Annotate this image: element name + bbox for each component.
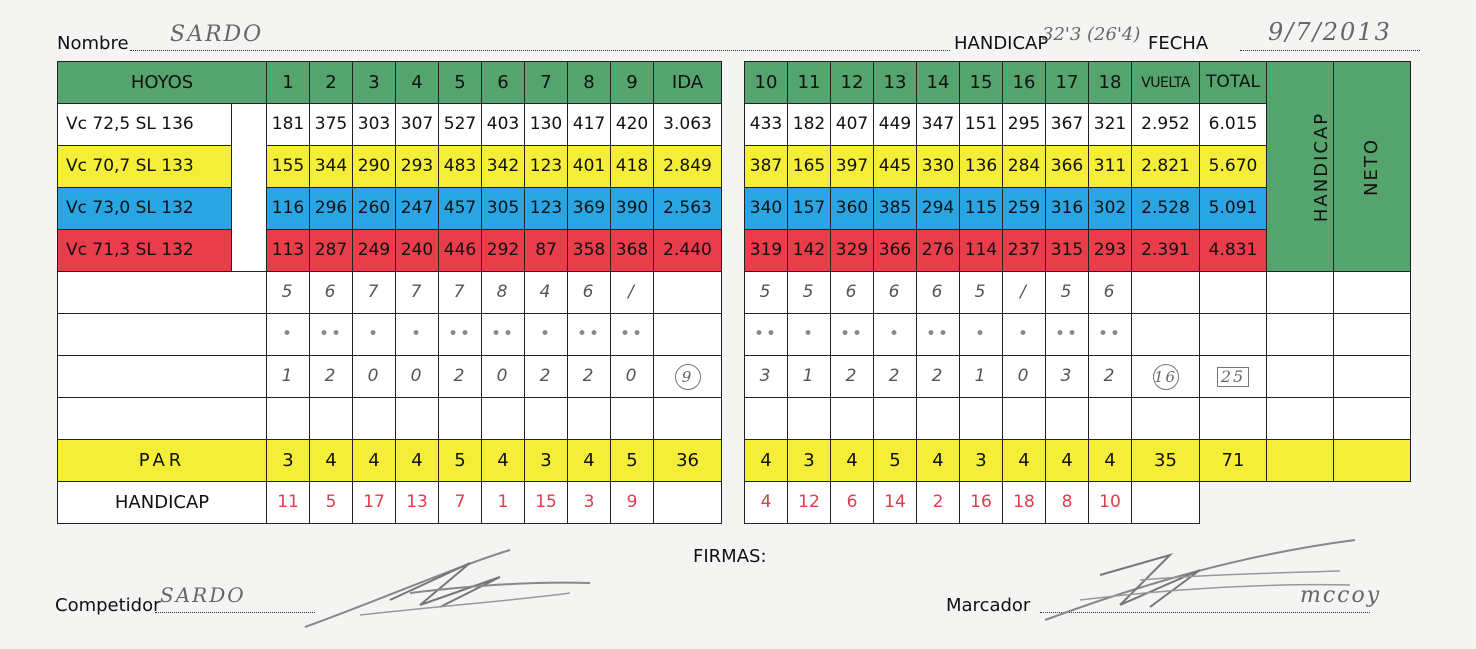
points-cell[interactable]: 2 <box>917 356 960 398</box>
par-cell: 4 <box>482 440 525 482</box>
distance-cell: 433 <box>745 104 788 146</box>
grand-total: 5.091 <box>1200 188 1267 230</box>
distance-cell: 316 <box>1046 188 1089 230</box>
hole-handicap-row <box>745 482 1411 524</box>
vuelta-label: VUELTA <box>1132 62 1200 104</box>
distance-cell: 116 <box>267 188 310 230</box>
distance-cell: 358 <box>568 230 611 272</box>
hcp-cell: 4 <box>745 482 788 524</box>
distance-cell: 360 <box>831 188 874 230</box>
empty-cell[interactable] <box>831 398 874 440</box>
putts-cell[interactable]: • <box>874 314 917 356</box>
putts-cell[interactable]: • <box>788 314 831 356</box>
score-cell[interactable]: 7 <box>353 272 396 314</box>
distance-cell: 387 <box>745 146 788 188</box>
distance-cell: 260 <box>353 188 396 230</box>
points-row <box>745 356 1411 398</box>
tee-row-blue <box>58 188 722 230</box>
neto-cell[interactable] <box>1334 356 1411 398</box>
hcp-cell: 15 <box>525 482 568 524</box>
putts-cell[interactable]: • <box>960 314 1003 356</box>
distance-cell: 342 <box>482 146 525 188</box>
distance-cell: 311 <box>1089 146 1132 188</box>
empty-cell[interactable] <box>1046 398 1089 440</box>
empty-cell[interactable] <box>745 398 788 440</box>
points-cell[interactable]: 2 <box>525 356 568 398</box>
ida-total: 2.849 <box>654 146 722 188</box>
par-cell: 3 <box>788 440 831 482</box>
par-ida-total: 36 <box>654 440 722 482</box>
competidor-underline <box>155 612 315 613</box>
par-cell: 4 <box>568 440 611 482</box>
hcp-cell: 17 <box>353 482 396 524</box>
empty-cell[interactable] <box>525 398 568 440</box>
par-label: PAR <box>58 440 267 482</box>
neto-cell[interactable] <box>1334 314 1411 356</box>
back-nine-table <box>744 61 1411 524</box>
hcp-blank-area <box>1200 482 1411 524</box>
hcp-cell: 3 <box>568 482 611 524</box>
empty-cell[interactable] <box>654 398 722 440</box>
points-cell[interactable]: 0 <box>353 356 396 398</box>
hole-number: 5 <box>439 62 482 104</box>
handicap-label: HANDICAP <box>954 33 1049 54</box>
distance-cell: 123 <box>525 146 568 188</box>
ida-total: 2.440 <box>654 230 722 272</box>
distance-cell: 445 <box>874 146 917 188</box>
hole-number: 2 <box>310 62 353 104</box>
front-nine-table <box>57 61 722 524</box>
distance-cell: 292 <box>482 230 525 272</box>
hole-number: 1 <box>267 62 310 104</box>
distance-cell: 293 <box>396 146 439 188</box>
hcp-label: HANDICAP <box>58 482 267 524</box>
fecha-underline <box>1240 50 1420 51</box>
points-grand-total[interactable] <box>1200 356 1267 398</box>
par-grand-total: 71 <box>1200 440 1267 482</box>
points-cell[interactable]: 0 <box>396 356 439 398</box>
distance-cell: 319 <box>745 230 788 272</box>
score-cell[interactable]: 7 <box>439 272 482 314</box>
neto-cell[interactable] <box>1334 398 1411 440</box>
distance-cell: 276 <box>917 230 960 272</box>
ida-total: 3.063 <box>654 104 722 146</box>
par-cell: 3 <box>525 440 568 482</box>
par-cell: 4 <box>745 440 788 482</box>
grand-total: 4.831 <box>1200 230 1267 272</box>
empty-cell[interactable] <box>439 398 482 440</box>
points-cell[interactable]: 2 <box>310 356 353 398</box>
distance-cell: 449 <box>874 104 917 146</box>
empty-cell[interactable] <box>960 398 1003 440</box>
handicap-cell[interactable] <box>1267 398 1334 440</box>
distance-cell: 366 <box>874 230 917 272</box>
distance-cell: 385 <box>874 188 917 230</box>
par-cell: 4 <box>396 440 439 482</box>
distance-cell: 259 <box>1003 188 1046 230</box>
empty-cell[interactable] <box>568 398 611 440</box>
distance-cell: 483 <box>439 146 482 188</box>
empty-cell[interactable] <box>611 398 654 440</box>
putts-total[interactable] <box>1200 314 1267 356</box>
hcp-cell: 12 <box>788 482 831 524</box>
competidor-label: Competidor <box>55 595 161 616</box>
par-cell: 4 <box>353 440 396 482</box>
tee-label: Vc 71,3 SL 132 <box>58 230 232 272</box>
par-row <box>58 440 722 482</box>
row-label-empty <box>58 398 267 440</box>
distance-cell: 307 <box>396 104 439 146</box>
hole-number: 9 <box>611 62 654 104</box>
points-cell[interactable]: 1 <box>267 356 310 398</box>
hole-number: 3 <box>353 62 396 104</box>
handicap-cell[interactable] <box>1267 356 1334 398</box>
hole-number: 6 <box>482 62 525 104</box>
hcp-empty <box>1132 482 1200 524</box>
score-cell[interactable]: 5 <box>788 272 831 314</box>
grand-total: 6.015 <box>1200 104 1267 146</box>
distance-cell: 296 <box>310 188 353 230</box>
fecha-label: FECHA <box>1148 33 1209 54</box>
score-cell[interactable]: / <box>611 272 654 314</box>
distance-cell: 446 <box>439 230 482 272</box>
par-cell: 4 <box>1046 440 1089 482</box>
vuelta-total: 2.528 <box>1132 188 1200 230</box>
empty-cell[interactable] <box>1089 398 1132 440</box>
hole-number: 13 <box>874 62 917 104</box>
points-cell[interactable]: 1 <box>960 356 1003 398</box>
points-cell[interactable]: 2 <box>874 356 917 398</box>
handicap-value: 32'3 (26'4) <box>1042 24 1141 45</box>
distance-cell: 157 <box>788 188 831 230</box>
putts-cell[interactable]: •• <box>917 314 960 356</box>
score-cell[interactable]: / <box>1003 272 1046 314</box>
distance-cell: 457 <box>439 188 482 230</box>
hcp-cell: 16 <box>960 482 1003 524</box>
score-total[interactable] <box>654 272 722 314</box>
marcador-label: Marcador <box>946 595 1031 616</box>
holes-header-row <box>745 62 1411 104</box>
distance-cell: 367 <box>1046 104 1089 146</box>
score-cell[interactable]: 7 <box>396 272 439 314</box>
distance-cell: 115 <box>960 188 1003 230</box>
distance-cell: 375 <box>310 104 353 146</box>
putts-cell[interactable]: •• <box>1046 314 1089 356</box>
distance-cell: 344 <box>310 146 353 188</box>
distance-cell: 290 <box>353 146 396 188</box>
par-cell: 3 <box>960 440 1003 482</box>
score-cell[interactable]: 6 <box>874 272 917 314</box>
empty-cell[interactable] <box>1003 398 1046 440</box>
distance-cell: 284 <box>1003 146 1046 188</box>
tee-row-yellow <box>58 146 722 188</box>
empty-cell[interactable] <box>482 398 525 440</box>
score-cell[interactable]: 5 <box>960 272 1003 314</box>
distance-cell: 114 <box>960 230 1003 272</box>
hcp-cell: 9 <box>611 482 654 524</box>
distance-cell: 295 <box>1003 104 1046 146</box>
par-cell: 3 <box>267 440 310 482</box>
par-cell: 4 <box>1089 440 1132 482</box>
hcp-cell: 8 <box>1046 482 1089 524</box>
empty-cell[interactable] <box>1132 398 1200 440</box>
empty-cell[interactable] <box>396 398 439 440</box>
empty-cell[interactable] <box>267 398 310 440</box>
score-row <box>58 272 722 314</box>
putts-cell[interactable]: • <box>1003 314 1046 356</box>
nombre-underline <box>130 50 950 51</box>
putts-cell[interactable]: •• <box>568 314 611 356</box>
par-cell: 5 <box>611 440 654 482</box>
handicap-cell[interactable] <box>1267 272 1334 314</box>
competidor-name: SARDO <box>160 583 246 607</box>
hoyos-label: HOYOS <box>58 62 267 104</box>
distance-cell: 247 <box>396 188 439 230</box>
score-cell[interactable]: 5 <box>1046 272 1089 314</box>
fecha-value: 9/7/2013 <box>1268 18 1392 46</box>
tee-label: Vc 70,7 SL 133 <box>58 146 232 188</box>
empty-cell[interactable] <box>874 398 917 440</box>
putts-cell[interactable]: • <box>353 314 396 356</box>
firmas-label: FIRMAS: <box>693 546 767 567</box>
putts-cell[interactable]: • <box>267 314 310 356</box>
distance-cell: 305 <box>482 188 525 230</box>
holes-header-row <box>58 62 722 104</box>
hole-number: 15 <box>960 62 1003 104</box>
distance-cell: 136 <box>960 146 1003 188</box>
hcp-cell: 13 <box>396 482 439 524</box>
score-total[interactable] <box>1200 272 1267 314</box>
tee-row-red <box>58 230 722 272</box>
distance-cell: 397 <box>831 146 874 188</box>
hole-number: 7 <box>525 62 568 104</box>
par-cell: 5 <box>439 440 482 482</box>
hcp-cell: 6 <box>831 482 874 524</box>
par-vuelta-total: 35 <box>1132 440 1200 482</box>
score-cell[interactable]: 8 <box>482 272 525 314</box>
putts-cell[interactable]: •• <box>831 314 874 356</box>
tee-row-white <box>58 104 722 146</box>
hcp-cell: 7 <box>439 482 482 524</box>
distance-cell: 302 <box>1089 188 1132 230</box>
points-cell[interactable]: 2 <box>439 356 482 398</box>
hole-number: 8 <box>568 62 611 104</box>
distance-cell: 130 <box>525 104 568 146</box>
points-cell[interactable]: 2 <box>1089 356 1132 398</box>
distance-cell: 123 <box>525 188 568 230</box>
par-row <box>745 440 1411 482</box>
distance-cell: 155 <box>267 146 310 188</box>
score-cell[interactable]: 6 <box>917 272 960 314</box>
hcp-cell: 5 <box>310 482 353 524</box>
distance-cell: 527 <box>439 104 482 146</box>
putts-cell[interactable]: •• <box>439 314 482 356</box>
distance-cell: 340 <box>745 188 788 230</box>
empty-cell[interactable] <box>917 398 960 440</box>
distance-cell: 237 <box>1003 230 1046 272</box>
distance-cell: 303 <box>353 104 396 146</box>
points-cell[interactable]: 3 <box>1046 356 1089 398</box>
par-neto-empty <box>1334 440 1411 482</box>
hole-number: 11 <box>788 62 831 104</box>
distance-cell: 151 <box>960 104 1003 146</box>
distance-cell: 321 <box>1089 104 1132 146</box>
distance-cell: 401 <box>568 146 611 188</box>
score-cell[interactable]: 6 <box>310 272 353 314</box>
neto-column: NETO <box>1334 62 1411 272</box>
putts-vuelta[interactable] <box>1132 314 1200 356</box>
putts-row <box>745 314 1411 356</box>
distance-cell: 240 <box>396 230 439 272</box>
distance-cell: 347 <box>917 104 960 146</box>
par-cell: 4 <box>917 440 960 482</box>
hole-number: 12 <box>831 62 874 104</box>
score-cell[interactable]: 6 <box>831 272 874 314</box>
vuelta-total: 2.391 <box>1132 230 1200 272</box>
marcador-name: mccoy <box>1300 583 1382 608</box>
distance-cell: 390 <box>611 188 654 230</box>
vuelta-total: 2.821 <box>1132 146 1200 188</box>
hcp-cell: 2 <box>917 482 960 524</box>
hole-number: 18 <box>1089 62 1132 104</box>
distance-cell: 417 <box>568 104 611 146</box>
grand-total: 5.670 <box>1200 146 1267 188</box>
score-cell[interactable]: 5 <box>745 272 788 314</box>
distance-cell: 294 <box>917 188 960 230</box>
putts-cell[interactable]: • <box>525 314 568 356</box>
distance-cell: 287 <box>310 230 353 272</box>
points-cell[interactable]: 1 <box>788 356 831 398</box>
hcp-cell: 11 <box>267 482 310 524</box>
putts-cell[interactable]: •• <box>611 314 654 356</box>
score-row <box>745 272 1411 314</box>
par-cell: 4 <box>310 440 353 482</box>
hole-number: 4 <box>396 62 439 104</box>
empty-cell[interactable] <box>788 398 831 440</box>
total-label: TOTAL <box>1200 62 1267 104</box>
nombre-value: SARDO <box>170 22 264 47</box>
putts-cell[interactable]: •• <box>745 314 788 356</box>
vuelta-total: 2.952 <box>1132 104 1200 146</box>
points-cell[interactable]: 2 <box>568 356 611 398</box>
putts-row <box>58 314 722 356</box>
putts-cell[interactable]: • <box>396 314 439 356</box>
hcp-cell: 1 <box>482 482 525 524</box>
distance-cell: 142 <box>788 230 831 272</box>
points-cell[interactable]: 0 <box>611 356 654 398</box>
hcp-cell: 14 <box>874 482 917 524</box>
distance-cell: 329 <box>831 230 874 272</box>
distance-cell: 420 <box>611 104 654 146</box>
score-cell[interactable]: 6 <box>1089 272 1132 314</box>
putts-cell[interactable]: •• <box>1089 314 1132 356</box>
row-label-empty <box>58 272 267 314</box>
points-row <box>58 356 722 398</box>
points-cell[interactable]: 0 <box>482 356 525 398</box>
par-handicap-empty <box>1267 440 1334 482</box>
distance-cell: 113 <box>267 230 310 272</box>
points-ida-total[interactable] <box>654 356 722 398</box>
points-vuelta-circled: 16 <box>1153 364 1179 390</box>
par-cell: 4 <box>1003 440 1046 482</box>
score-vuelta[interactable] <box>1132 272 1200 314</box>
points-total-boxed: 25 <box>1217 367 1249 387</box>
hole-number: 17 <box>1046 62 1089 104</box>
distance-cell: 368 <box>611 230 654 272</box>
hole-number: 14 <box>917 62 960 104</box>
points-vuelta-total[interactable] <box>1132 356 1200 398</box>
distance-cell: 330 <box>917 146 960 188</box>
metros-label <box>232 104 267 272</box>
points-ida-circled: 9 <box>675 364 701 390</box>
distance-cell: 165 <box>788 146 831 188</box>
ida-total: 2.563 <box>654 188 722 230</box>
hole-number: 16 <box>1003 62 1046 104</box>
empty-cell[interactable] <box>353 398 396 440</box>
score-cell[interactable]: 5 <box>267 272 310 314</box>
par-cell: 5 <box>874 440 917 482</box>
putts-total[interactable] <box>654 314 722 356</box>
points-cell[interactable]: 3 <box>745 356 788 398</box>
distance-cell: 315 <box>1046 230 1089 272</box>
empty-row <box>745 398 1411 440</box>
par-cell: 4 <box>831 440 874 482</box>
distance-cell: 366 <box>1046 146 1089 188</box>
points-cell[interactable]: 0 <box>1003 356 1046 398</box>
distance-cell: 181 <box>267 104 310 146</box>
handicap-column: HANDICAP <box>1267 62 1334 272</box>
empty-row <box>58 398 722 440</box>
row-label-empty <box>58 356 267 398</box>
marcador-signature <box>1040 535 1360 625</box>
hcp-cell: 18 <box>1003 482 1046 524</box>
handicap-cell[interactable] <box>1267 314 1334 356</box>
distance-cell: 418 <box>611 146 654 188</box>
competidor-signature <box>300 545 600 635</box>
row-label-empty <box>58 314 267 356</box>
hole-handicap-row <box>58 482 722 524</box>
points-cell[interactable]: 2 <box>831 356 874 398</box>
ida-label: IDA <box>654 62 722 104</box>
distance-cell: 87 <box>525 230 568 272</box>
distance-cell: 293 <box>1089 230 1132 272</box>
distance-cell: 249 <box>353 230 396 272</box>
hcp-empty <box>654 482 722 524</box>
distance-cell: 182 <box>788 104 831 146</box>
empty-cell[interactable] <box>1200 398 1267 440</box>
score-cell[interactable]: 4 <box>525 272 568 314</box>
hole-number: 10 <box>745 62 788 104</box>
tee-label: Vc 73,0 SL 132 <box>58 188 232 230</box>
putts-cell[interactable]: •• <box>310 314 353 356</box>
distance-cell: 407 <box>831 104 874 146</box>
putts-cell[interactable]: •• <box>482 314 525 356</box>
distance-cell: 369 <box>568 188 611 230</box>
nombre-label: Nombre <box>57 33 129 54</box>
tee-label: Vc 72,5 SL 136 <box>58 104 232 146</box>
distance-cell: 403 <box>482 104 525 146</box>
empty-cell[interactable] <box>310 398 353 440</box>
score-cell[interactable]: 6 <box>568 272 611 314</box>
hcp-cell: 10 <box>1089 482 1132 524</box>
neto-cell[interactable] <box>1334 272 1411 314</box>
